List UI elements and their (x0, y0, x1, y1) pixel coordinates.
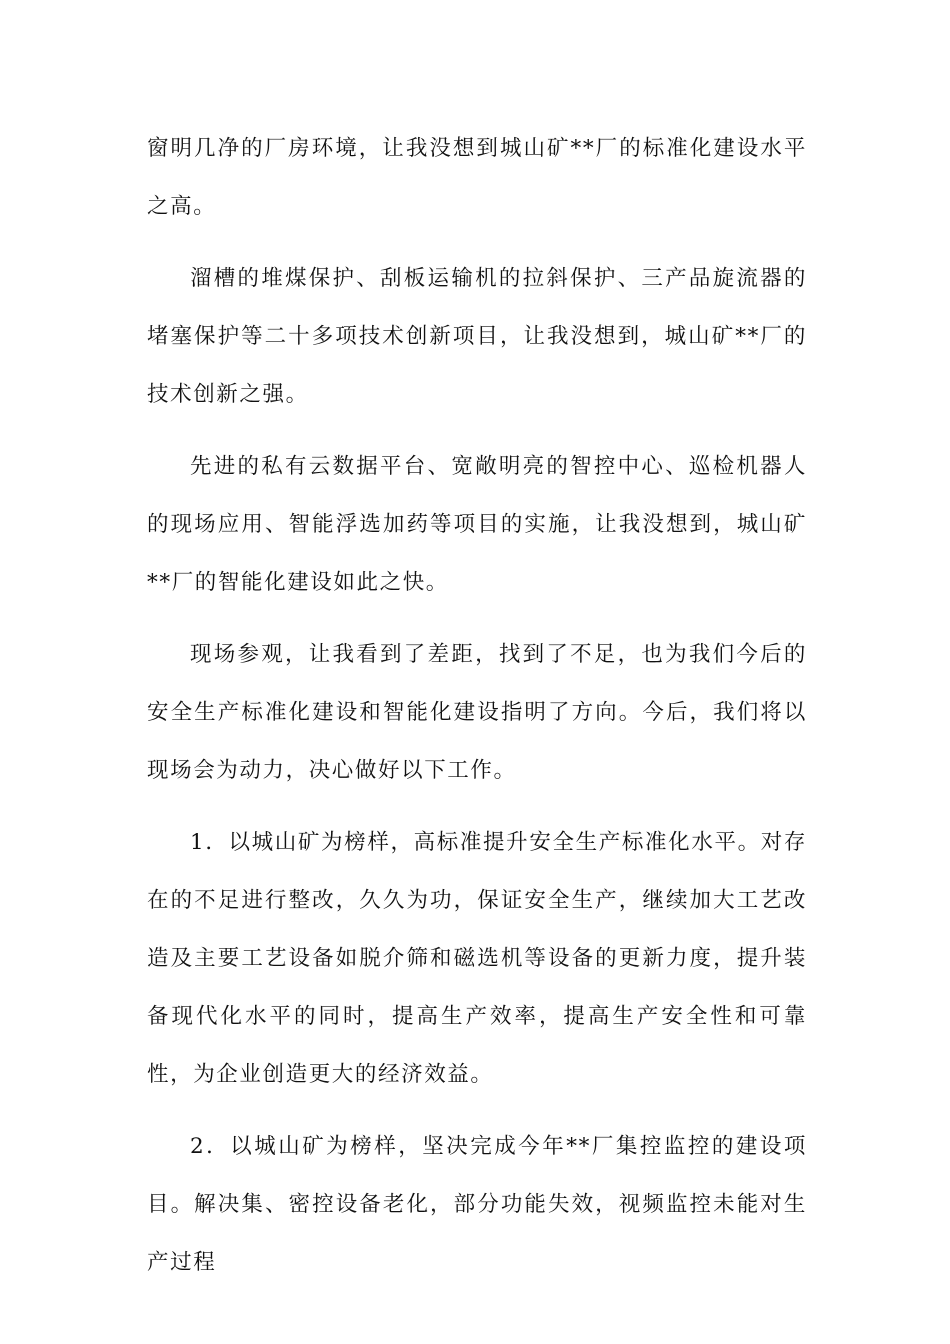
paragraph-item-1: 1．以城山矿为榜样，高标准提升安全生产标准化水平。对存在的不足进行整改，久久为功，保证安全生产，继续加大工艺改造及主要工艺设备如脱介筛和磁选机等设备的更新力度，提升装备现代化水平的同时，提高生产效率，提高生产安全性和可靠性，为企业创造更大的经济效益。 (147, 830, 807, 1087)
paragraph-standardization: 窗明几净的厂房环境，让我没想到城山矿**厂的标准化建设水平之高。 (147, 136, 807, 219)
paragraph-tech-innovation: 溜槽的堆煤保护、刮板运输机的拉斜保护、三产品旋流器的堵塞保护等二十多项技术创新项目，让我没想到，城山矿**厂的技术创新之强。 (147, 266, 807, 407)
document-body (147, 120, 807, 1306)
paragraph-visit-summary: 现场参观，让我看到了差距，找到了不足，也为我们今后的安全生产标准化建设和智能化建设指明了方向。今后，我们将以现场会为动力，决心做好以下工作。 (147, 642, 807, 783)
paragraph-intelligent-construction: 先进的私有云数据平台、宽敞明亮的智控中心、巡检机器人的现场应用、智能浮选加药等项目的实施，让我没想到，城山矿**厂的智能化建设如此之快。 (147, 454, 807, 595)
paragraph-item-2: 2．以城山矿为榜样，坚决完成今年**厂集控监控的建设项目。解决集、密控设备老化，部分功能失效，视频监控未能对生产过程 (147, 1134, 807, 1275)
